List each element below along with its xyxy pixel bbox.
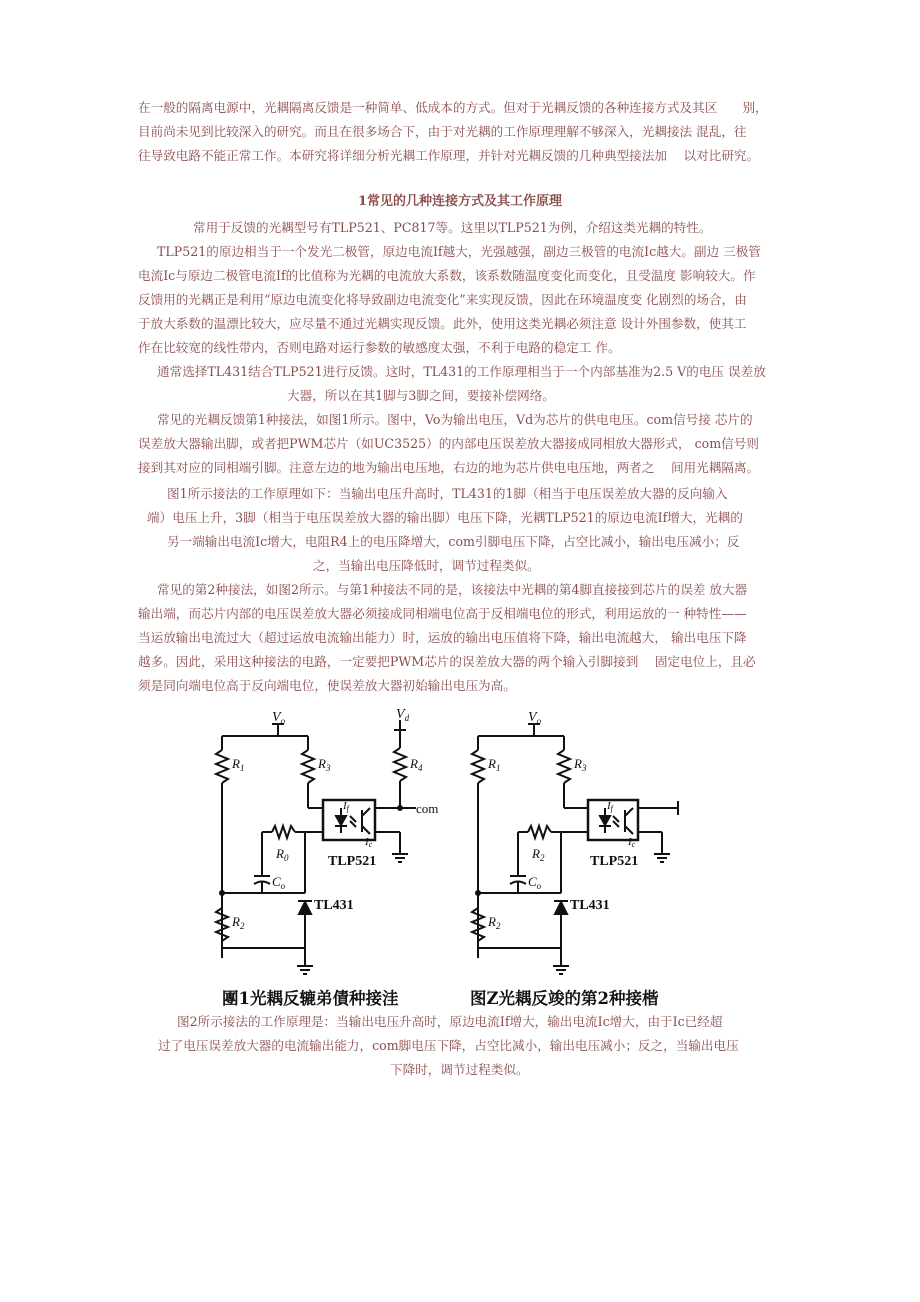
body-line: 须是同向端电位高于反向端电位，使误差放大器初始输出电压为高。 — [138, 678, 516, 693]
body-line: 误差放大器输出脚，或者把PWM芯片（如UC3525）的内部电压误差放大器接成同相放大器形式， com信号则 — [138, 436, 759, 451]
section-title: 1常见的几种连接方式及其工作原理 — [357, 194, 563, 209]
body-line: 大器，所以在其1脚与3脚之间，要接补偿网络。 — [287, 388, 555, 403]
figure-1-circuit — [210, 708, 450, 978]
r0-label: $R_0$ — [276, 846, 289, 863]
intro-line: 往导致电路不能正常工作。本研究将详细分析光耦工作原理，并针对光耦反馈的几种典型接法加 以对比研究。 — [138, 148, 760, 163]
figure-2-caption: 图Z光耦反竣的第2种接楷 — [470, 989, 659, 1008]
figure-1-caption: 團1光耦反辘弟債种接洼 — [222, 989, 399, 1008]
body-line: 于放大系数的温漂比较大，应尽量不通过光耦实现反馈。此外，使用这类光耦必须注意 设计外围参数，使其工 — [138, 316, 747, 331]
intro-line: 在一般的隔离电源中，光耦隔离反馈是一种简单、低成本的方式。但对于光耦反馈的各种连接方式及其区 别， — [138, 100, 768, 115]
ic-label: Ic — [628, 836, 636, 849]
tail-line: 下降时，调节过程类似。 — [390, 1062, 529, 1077]
body-line: 越多。因此，采用这种接法的电路，一定要把PWM芯片的误差放大器的两个输入引脚接到 固定电位上，且必 — [138, 654, 756, 669]
body-line: 接到其对应的同相端引脚。注意左边的地为输出电压地，右边的地为芯片供电电压地，两者之 间用光耦隔离。 — [138, 460, 760, 475]
r0-label: $R_2$ — [532, 846, 545, 863]
opto-label: TLP521 — [328, 854, 377, 869]
r2-label: $R_2$ — [232, 914, 245, 931]
tail-line: 过了电压误差放大器的电流输出能力，com脚电压下降，占空比减小，输出电压减小；反之，当输出电压 — [158, 1038, 739, 1053]
body-line: 当运放输出电流过大（超过运放电流输出能力）时，运放的输出电压值将下降，输出电流越大， 输出电压下降 — [138, 630, 747, 645]
body-line: 常见的光耦反馈第1种接法，如图1所示。图中，Vo为输出电压，Vd为芯片的供电电压。com信号接 芯片的 — [157, 412, 753, 427]
r4-label: $R_4$ — [410, 756, 423, 773]
r2-label: $R_2$ — [488, 914, 501, 931]
body-line: 常用于反馈的光耦型号有TLP521、PC817等。这里以TLP521为例，介绍这类光耦的特性。 — [193, 220, 712, 235]
r3-label: $R_3$ — [574, 756, 587, 773]
ref-label: TL431 — [314, 898, 354, 913]
if-label: If — [607, 800, 613, 813]
body-line: 另一端输出电流Ic增大，电阻R4上的电压降增大，com引脚电压下降，占空比减小，输出电压减小；反 — [167, 534, 740, 549]
body-line: TLP521的原边相当于一个发光二极管，原边电流If越大，光强越强，副边三极管的电流Ic越大。副边 三极管 — [157, 244, 761, 259]
r1-label: $R_1$ — [488, 756, 501, 773]
body-line: 输出端，而芯片内部的电压误差放大器必须接成同相端电位高于反相端电位的形式，利用运放的一 种特性—— — [138, 606, 747, 621]
if-label: If — [343, 800, 349, 813]
tail-line: 图2所示接法的工作原理是：当输出电压升高时，原边电流If增大，输出电流Ic增大，由于Ic已经超 — [177, 1014, 723, 1029]
r3-label: $R_3$ — [318, 756, 331, 773]
com-label: com — [416, 801, 439, 816]
r1-label: $R_1$ — [232, 756, 245, 773]
vo-label: $V_o$ — [528, 710, 542, 726]
body-line: 图1所示接法的工作原理如下：当输出电压升高时，TL431的1脚（相当于电压误差放大器的反向输入 — [167, 486, 728, 501]
ic-label: Ic — [365, 836, 373, 849]
vo-label: $V_o$ — [272, 710, 286, 726]
body-line: 通常选择TL431结合TLP521进行反馈。这时，TL431的工作原理相当于一个内部基准为2.5 V的电压 误差放 — [157, 364, 766, 379]
figure-2-circuit — [466, 708, 696, 978]
vd-label: $V_d$ — [396, 708, 410, 723]
c0-label: $C_o$ — [528, 874, 542, 891]
opto-label: TLP521 — [590, 854, 639, 869]
c0-label: $C_o$ — [272, 874, 286, 891]
body-line: 电流Ic与原边二极管电流If的比值称为光耦的电流放大系数，该系数随温度变化而变化，且受温度 影响较大。作 — [138, 268, 756, 283]
body-line: 常见的第2种接法，如图2所示。与第1种接法不同的是，该接法中光耦的第4脚直接接到芯片的误差 放大器 — [157, 582, 748, 597]
body-line: 端）电压上升，3脚（相当于电压误差放大器的输出脚）电压下降，光耦TLP521的原边电流If增大，光耦的 — [147, 510, 743, 525]
intro-line: 目前尚未见到比较深入的研究。而且在很多场合下，由于对光耦的工作原理理解不够深入，光耦接法 混乱，往 — [138, 124, 747, 139]
body-line: 作在比较宽的线性带内，否则电路对运行参数的敏感度太强，不利于电路的稳定工 作。 — [138, 340, 621, 355]
ref-label: TL431 — [570, 898, 610, 913]
body-line: 反馈用的光耦正是利用“原边电流变化将导致副边电流变化”来实现反馈，因此在环境温度变 化剧烈的场合，由 — [138, 292, 747, 307]
body-line: 之，当输出电压降低时，调节过程类似。 — [313, 558, 540, 573]
